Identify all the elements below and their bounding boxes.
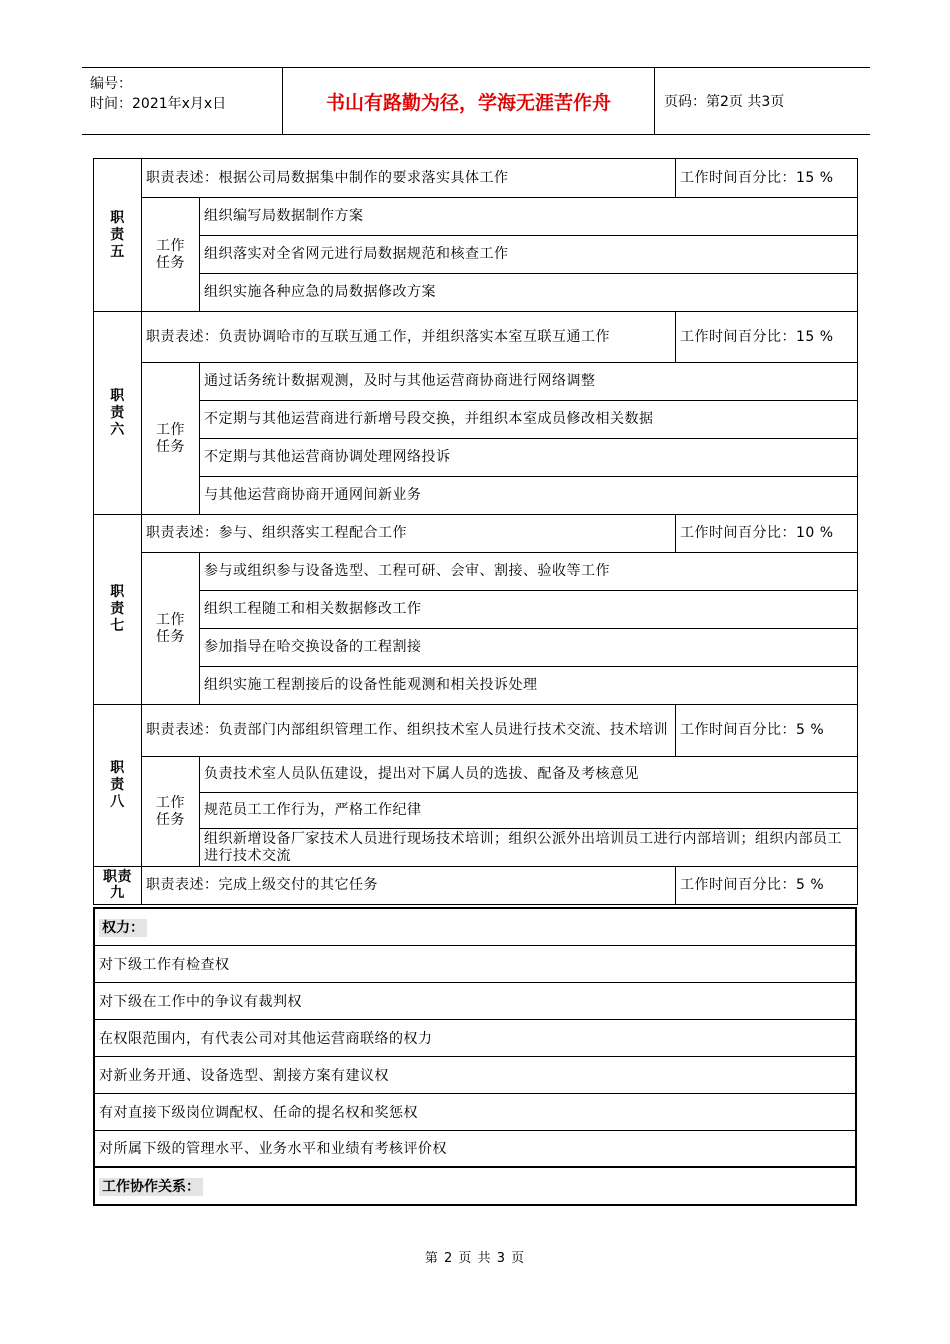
page-footer: 第 2 页 共 3 页 [424, 1251, 526, 1266]
duty-name-cell [94, 312, 142, 515]
task-item: 组织实施工程割接后的设备性能观测和相关投诉处理 [200, 667, 858, 705]
task-row [94, 236, 858, 274]
page-header [82, 67, 870, 135]
powers-header-cell [94, 908, 856, 945]
powers-title: 权力： [99, 919, 147, 937]
task-item: 参与或组织参与设备选型、工程可研、会审、割接、验收等工作 [200, 553, 858, 591]
duty-description: 职责表述：负责部门内部组织管理工作、组织技术室人员进行技术交流、技术培训 [142, 705, 676, 757]
powers-table [93, 907, 857, 1206]
duty-name-cell [94, 515, 142, 705]
time-label: 时间：2021年x月x日 [90, 96, 227, 112]
task-row [94, 363, 858, 401]
task-item: 规范员工工作行为，严格工作纪律 [200, 793, 858, 829]
task-row [94, 401, 858, 439]
header-divider [654, 68, 655, 134]
duty-row [94, 159, 858, 198]
duty-name-char: 责 [110, 404, 125, 421]
duty-name-char: 六 [110, 421, 125, 438]
task-item: 与其他运营商协商开通网间新业务 [200, 477, 858, 515]
duty-name-char: 职责 [103, 869, 132, 885]
task-row [94, 667, 858, 705]
duty-name-char: 八 [110, 794, 125, 810]
duty-percentage: 工作时间百分比：10 % [676, 515, 858, 553]
duty-row [94, 515, 858, 553]
duty-name-char: 职 [110, 209, 125, 226]
duty-name-char: 七 [110, 618, 125, 634]
duty-percentage: 工作时间百分比：5 % [676, 867, 858, 905]
task-row [94, 274, 858, 312]
power-item: 对下级工作有检查权 [94, 945, 856, 982]
duty-name-char: 五 [110, 243, 125, 260]
task-item: 组织工程随工和相关数据修改工作 [200, 591, 858, 629]
number-label: 编号： [90, 76, 132, 92]
task-item: 组织新增设备厂家技术人员进行现场技术培训；组织公派外出培训员工进行内部培训；组织内部员工进行技术交流 [200, 829, 858, 867]
task-item: 负责技术室人员队伍建设，提出对下属人员的选拔、配备及考核意见 [200, 757, 858, 793]
task-item: 组织实施各种应急的局数据修改方案 [200, 274, 858, 312]
collab-header-row [94, 1167, 856, 1205]
duty-percentage: 工作时间百分比：15 % [676, 159, 858, 198]
duty-percentage: 工作时间百分比：5 % [676, 705, 858, 757]
duties-table [93, 158, 858, 905]
task-row [94, 793, 858, 829]
task-label: 工作任务 [142, 363, 200, 515]
task-item: 不定期与其他运营商协调处理网络投诉 [200, 439, 858, 477]
task-item: 不定期与其他运营商进行新增号段交换，并组织本室成员修改相关数据 [200, 401, 858, 439]
power-item: 对下级在工作中的争议有裁判权 [94, 982, 856, 1019]
duty-name-cell [94, 867, 142, 905]
duty-name-char: 职 [110, 584, 125, 600]
duty-row [94, 705, 858, 757]
duty-description: 职责表述：根据公司局数据集中制作的要求落实具体工作 [142, 159, 676, 198]
power-item: 在权限范围内，有代表公司对其他运营商联络的权力 [94, 1019, 856, 1056]
duty-percentage: 工作时间百分比：15 % [676, 312, 858, 363]
duty-name-char: 九 [110, 885, 125, 901]
header-motto: 书山有路勤为径，学海无涯苦作舟 [325, 91, 611, 114]
task-item: 组织落实对全省网元进行局数据规范和核查工作 [200, 236, 858, 274]
duty-name-cell [94, 705, 142, 867]
duty-name-char: 责 [110, 226, 125, 243]
duty-name-char: 职 [110, 760, 125, 776]
power-row [94, 1130, 856, 1167]
task-label: 工作任务 [142, 198, 200, 312]
power-item: 对新业务开通、设备选型、割接方案有建议权 [94, 1056, 856, 1093]
duty-name-char: 责 [110, 777, 125, 793]
task-label: 工作任务 [142, 553, 200, 705]
task-row [94, 198, 858, 236]
task-row [94, 829, 858, 867]
duty-name-cell [94, 159, 142, 312]
task-row [94, 629, 858, 667]
power-item: 有对直接下级岗位调配权、任命的提名权和奖惩权 [94, 1093, 856, 1130]
duty-name-char: 职 [110, 387, 125, 404]
duty-description: 职责表述：完成上级交付的其它任务 [142, 867, 676, 905]
task-row [94, 591, 858, 629]
task-row [94, 757, 858, 793]
power-row [94, 1056, 856, 1093]
power-row [94, 1093, 856, 1130]
task-item: 参加指导在哈交换设备的工程割接 [200, 629, 858, 667]
task-item: 通过话务统计数据观测，及时与其他运营商协商进行网络调整 [200, 363, 858, 401]
powers-header-row [94, 908, 856, 945]
duty-row [94, 867, 858, 905]
header-meta [82, 68, 282, 134]
task-row [94, 439, 858, 477]
duty-description: 职责表述：参与、组织落实工程配合工作 [142, 515, 676, 553]
task-row [94, 553, 858, 591]
power-row [94, 1019, 856, 1056]
power-row [94, 982, 856, 1019]
power-row [94, 945, 856, 982]
collab-title: 工作协作关系： [99, 1178, 203, 1196]
task-item: 组织编写局数据制作方案 [200, 198, 858, 236]
duty-name-char: 责 [110, 601, 125, 617]
duty-row [94, 312, 858, 363]
task-row [94, 477, 858, 515]
collab-header-cell [94, 1167, 856, 1205]
power-item: 对所属下级的管理水平、业务水平和业绩有考核评价权 [94, 1130, 856, 1167]
task-label: 工作任务 [142, 757, 200, 867]
duty-description: 职责表述：负责协调哈市的互联互通工作，并组织落实本室互联互通工作 [142, 312, 676, 363]
header-page-label: 页码：第2页 共3页 [664, 94, 785, 110]
